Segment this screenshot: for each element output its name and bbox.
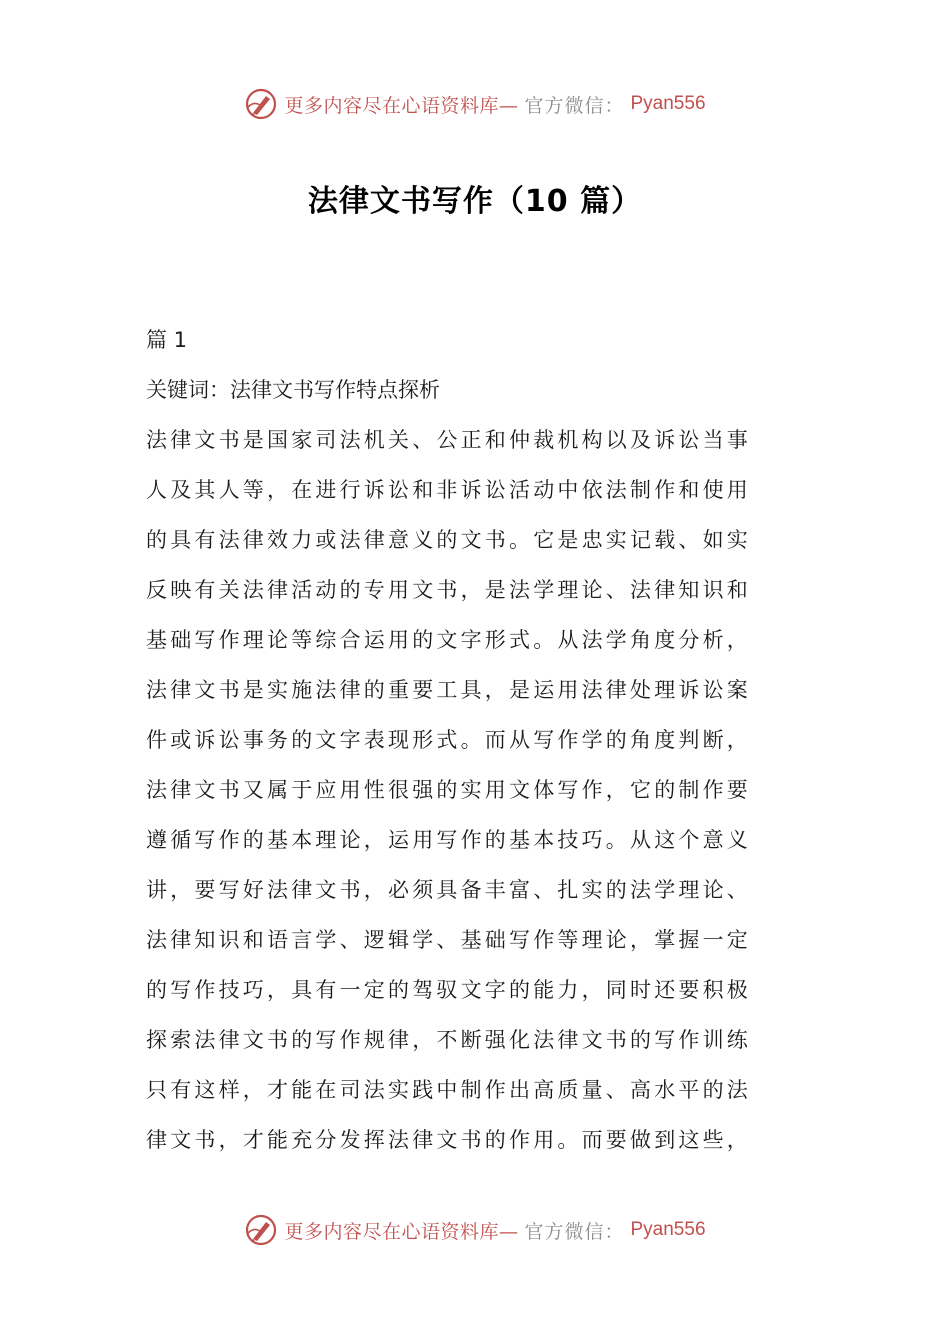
body-line: 反映有关法律活动的专用文书，是法学理论、法律知识和: [146, 578, 751, 602]
body-line: 法律知识和语言学、逻辑学、基础写作等理论，掌握一定: [146, 928, 751, 952]
brand-text: 更多内容尽在心语资料库—: [284, 1220, 519, 1243]
document-title: 法律文书写作（10 篇）: [307, 184, 643, 219]
body-line: 只有这样，才能在司法实践中制作出高质量、高水平的法: [146, 1078, 751, 1102]
body-line: 法律文书是实施法律的重要工具，是运用法律处理诉讼案: [146, 678, 751, 702]
section-label: 篇 1: [146, 328, 188, 352]
body-line: 的具有法律效力或法律意义的文书。它是忠实记载、如实: [146, 528, 751, 552]
wechat-id: Pyan556: [630, 93, 706, 114]
body-line: 遵循写作的基本理论，运用写作的基本技巧。从这个意义: [146, 828, 751, 852]
body-line: 探索法律文书的写作规律，不断强化法律文书的写作训练: [146, 1028, 751, 1052]
body-line: 人及其人等，在进行诉讼和非诉讼活动中依法制作和使用: [146, 478, 751, 502]
wechat-label: 官方微信：: [524, 1220, 625, 1243]
body-line: 法律文书又属于应用性很强的实用文体写作，它的制作要: [146, 778, 751, 802]
body-line: 律文书，才能充分发挥法律文书的作用。而要做到这些，: [146, 1128, 751, 1152]
body-line: 基础写作理论等综合运用的文字形式。从法学角度分析，: [146, 628, 751, 652]
quill-pen-logo-icon: [244, 87, 278, 121]
quill-pen-logo-icon: [244, 1213, 278, 1247]
wechat-id: Pyan556: [630, 1219, 706, 1240]
document-body: [146, 315, 810, 1165]
body-line: 件或诉讼事务的文字表现形式。而从写作学的角度判断，: [146, 728, 751, 752]
body-line: 的写作技巧，具有一定的驾驭文字的能力，同时还要积极: [146, 978, 751, 1002]
body-line: 法律文书是国家司法机关、公正和仲裁机构以及诉讼当事: [146, 428, 751, 452]
body-line: 讲，要写好法律文书，必须具备丰富、扎实的法学理论、: [146, 878, 751, 902]
brand-text: 更多内容尽在心语资料库—: [284, 94, 519, 117]
page-header: [0, 82, 950, 126]
page-footer: [0, 1208, 950, 1252]
keywords-line: 关键词：法律文书写作特点探析: [146, 378, 440, 402]
wechat-label: 官方微信：: [524, 94, 625, 117]
